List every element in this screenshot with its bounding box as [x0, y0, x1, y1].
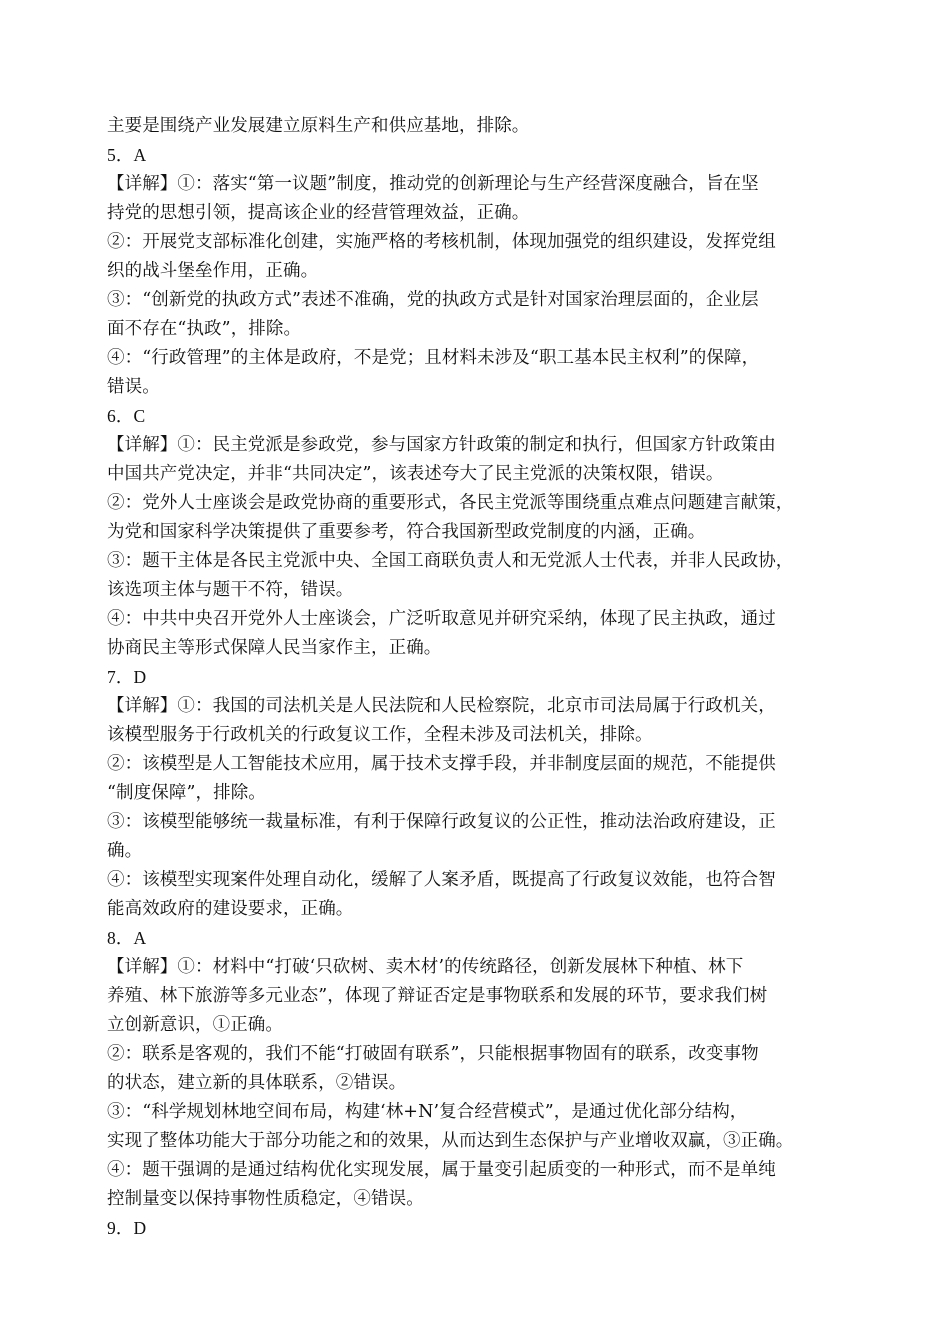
text-line: 该选项主体与题干不符，错误。 — [107, 580, 354, 600]
text-line: 中国共产党决定，并非“共同决定”，该表述夸大了民主党派的决策权限，错误。 — [107, 464, 724, 484]
text-line: ②：开展党支部标准化创建，实施严格的考核机制，体现加强党的组织建设，发挥党组 — [107, 232, 776, 252]
text-line: 【详解】①：民主党派是参政党，参与国家方针政策的制定和执行，但国家方针政策由 — [107, 435, 776, 455]
text-line: ②：联系是客观的，我们不能“打破固有联系”，只能根据事物固有的联系，改变事物 — [107, 1044, 759, 1064]
text-line: 立创新意识，①正确。 — [107, 1015, 283, 1035]
text-line: 【详解】①：我国的司法机关是人民法院和人民检察院，北京市司法局属于行政机关， — [107, 696, 776, 716]
answer-heading-6: 6．C — [107, 406, 146, 426]
answer-heading-5: 5．A — [107, 145, 147, 165]
text-line: 织的战斗堡垒作用，正确。 — [107, 261, 319, 281]
text-line: ④：“行政管理”的主体是政府，不是党；且材料未涉及“职工基本民主权利”的保障， — [107, 348, 760, 368]
answer-heading-8: 8．A — [107, 928, 147, 948]
text-line: ③：“科学规划林地空间布局，构建‘林+N’复合经营模式”，是通过优化部分结构， — [107, 1102, 748, 1122]
text-line: 主要是围绕产业发展建立原料生产和供应基地，排除。 — [107, 116, 530, 136]
text-line: ③：该模型能够统一裁量标准，有利于保障行政复议的公正性，推动法治政府建设，正 — [107, 812, 776, 832]
text-line: ②：党外人士座谈会是政党协商的重要形式，各民主党派等围绕重点难点问题建言献策， — [107, 493, 794, 513]
text-line: 持党的思想引领，提高该企业的经营管理效益，正确。 — [107, 203, 530, 223]
text-line: 实现了整体功能大于部分功能之和的效果，从而达到生态保护与产业增收双赢，③正确。 — [107, 1131, 794, 1151]
text-line: 养殖、林下旅游等多元业态”，体现了辩证否定是事物联系和发展的环节，要求我们树 — [107, 986, 768, 1006]
text-line: ④：题干强调的是通过结构优化实现发展，属于量变引起质变的一种形式，而不是单纯 — [107, 1160, 776, 1180]
text-line: ④：中共中央召开党外人士座谈会，广泛听取意见并研究采纳，体现了民主执政，通过 — [107, 609, 776, 629]
text-line: ④：该模型实现案件处理自动化，缓解了人案矛盾，既提高了行政复议效能，也符合智 — [107, 870, 776, 890]
text-line: ③：“创新党的执政方式”表述不准确，党的执政方式是针对国家治理层面的，企业层 — [107, 290, 759, 310]
text-line: 【详解】①：材料中“打破‘只砍树、卖木材’的传统路径，创新发展林下种植、林下 — [107, 957, 744, 977]
text-line: 错误。 — [107, 377, 160, 397]
text-line: “制度保障”，排除。 — [107, 783, 266, 803]
text-line: 确。 — [107, 841, 143, 861]
text-line: 控制量变以保持事物性质稳定，④错误。 — [107, 1189, 424, 1209]
answer-explanation-text — [107, 112, 847, 1243]
answer-heading-7: 7．D — [107, 667, 147, 687]
answer-heading-9: 9．D — [107, 1218, 147, 1238]
text-line: 的状态，建立新的具体联系，②错误。 — [107, 1073, 407, 1093]
text-line: ②：该模型是人工智能技术应用，属于技术支撑手段，并非制度层面的规范，不能提供 — [107, 754, 776, 774]
text-line: 能高效政府的建设要求，正确。 — [107, 899, 354, 919]
text-line: ③：题干主体是各民主党派中央、全国工商联负责人和无党派人士代表，并非人民政协， — [107, 551, 794, 571]
text-line: 协商民主等形式保障人民当家作主，正确。 — [107, 638, 442, 658]
text-line: 为党和国家科学决策提供了重要参考，符合我国新型政党制度的内涵，正确。 — [107, 522, 706, 542]
text-line: 【详解】①：落实“第一议题”制度，推动党的创新理论与生产经营深度融合，旨在坚 — [107, 174, 759, 194]
text-line: 面不存在“执政”，排除。 — [107, 319, 302, 339]
text-line: 该模型服务于行政机关的行政复议工作，全程未涉及司法机关，排除。 — [107, 725, 653, 745]
